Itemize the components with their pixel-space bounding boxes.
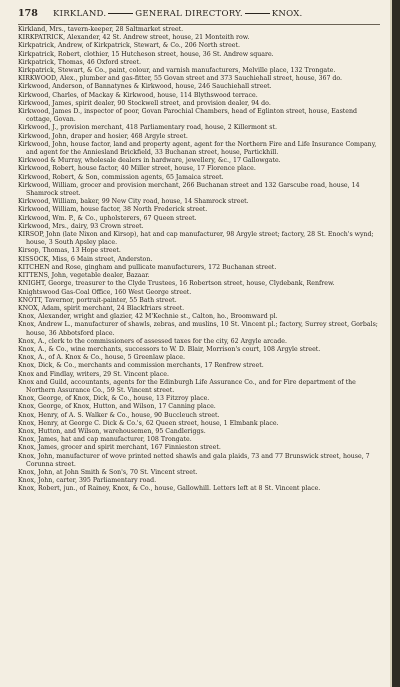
directory-entry: Knox, George, of Knox, Hutton, and Wilson, 17 Canning place.	[18, 403, 216, 411]
page-number: 178	[18, 8, 38, 19]
directory-entry: KIRSOP, John (late Nixon and Kirsop), hat and cap manufacturer, 98 Argyle street; factory, 28 St. Enoch's wynd; house, 3 South Apsley place.	[18, 231, 374, 247]
directory-entry: Kirkwood, Wm. P., & Co., upholsterers, 67 Queen street.	[18, 214, 197, 222]
directory-entry: Knox and Guild, accountants, agents for the Edinburgh Life Assurance Co., and for Fire department of the Northern Assurance Co., 59 St. Vincent street.	[18, 378, 356, 394]
directory-entry: KIRKPATRICK, Alexander, 42 St. Andrew street, house, 21 Monteith row.	[18, 34, 250, 42]
directory-entry: Kirkwood, James D., inspector of poor, Govan Parochial Chambers, head of Eglinton street, house, Eastend cottage, Govan.	[18, 108, 358, 124]
directory-entry: Kirkwood, James, spirit dealer, 90 Stockwell street, and provision dealer, 94 do.	[18, 99, 271, 107]
directory-entry: KIRKWOOD, Alex., plumber and gas-fitter, 55 Govan street and 373 Sauchiehall street, house, 367 do.	[18, 75, 343, 83]
directory-entry: Knox, A., clerk to the commissioners of assessed taxes for the city, 62 Argyle arcade.	[18, 337, 287, 345]
directory-entry: Kirkwood, Charles, of Mackay & Kirkwood, house, 114 Blythswood terrace.	[18, 91, 258, 99]
directory-entry: Kirkwood, William, baker, 99 New City road, house, 14 Shamrock street.	[18, 198, 249, 206]
directory-entry: KITTENS, John, vegetable dealer, Bazaar.	[18, 272, 150, 280]
directory-entry: Knox, George, of Knox, Dick, & Co., house, 13 Fitzroy place.	[18, 395, 210, 403]
directory-entry: Knox, Robert, jun., of Rainey, Knox, & Co., house, Gallowhill. Letters left at 8 St. Vincent place.	[18, 485, 321, 493]
directory-entry: Kirkland, Mrs., tavern-keeper, 28 Saltmarket street.	[18, 26, 184, 33]
directory-entry: Knox, A., & Co., wine merchants, successors to W. D. Blair, Morrison's court, 108 Argyle street.	[18, 345, 321, 353]
directory-entry: Kirkwood, John, house factor, land and property agent, agent for the Northern Fire and Life Insurance Company, and agent for the Anniesland Brickfield, 33 Buchanan street, house, Partickhill.	[18, 140, 377, 157]
running-title	[53, 9, 302, 19]
directory-entries	[18, 26, 380, 494]
directory-entry: Knox, James, hat and cap manufacturer, 108 Trongate.	[18, 436, 192, 444]
directory-entry: Kirkpatrick, Robert, clothier, 15 Hutcheson street, house, 36 St. Andrew square.	[18, 50, 274, 58]
directory-entry: Knox and Findlay, writers, 29 St. Vincent place.	[18, 370, 169, 378]
directory-entry: KNOTT, Tavernor, portrait-painter, 55 Bath street.	[18, 296, 177, 304]
directory-entry: Kirkpatrick, Stewart, & Co., paint, colour, and varnish manufacturers, Melville place, 132 Trongate.	[18, 67, 336, 75]
directory-entry: Kirkwood & Murray, wholesale dealers in hardware, jewellery, &c., 17 Gallowgate.	[18, 157, 281, 165]
directory-entry: Kirkwood, John, draper and hosier, 468 Argyle street.	[18, 132, 188, 140]
directory-entry: Kirsop, Thomas, 13 Hope street.	[18, 247, 121, 255]
directory-entry: KISSOCK, Miss, 6 Main street, Anderston.	[18, 255, 153, 263]
header-rule-left	[108, 13, 133, 14]
directory-entry: Knox, Dick, & Co., merchants and commission merchants, 17 Renfrew street.	[18, 362, 264, 370]
directory-entry: Kirkwood, William, grocer and provision merchant, 266 Buchanan street and 132 Garscube road, house, 14 Shamrock street.	[18, 181, 360, 198]
directory-entry: KNOX, Adam, spirit merchant, 24 Blackfriars street.	[18, 304, 185, 312]
directory-entry: Kirkwood, Mrs., dairy, 93 Crown street.	[18, 222, 144, 230]
page-edge	[392, 0, 400, 687]
directory-entry: Kirkwood, Robert, & Son, commission agents, 65 Jamaica street.	[18, 173, 224, 181]
directory-entry: Knox, John, at John Smith & Son's, 70 St. Vincent street.	[18, 468, 198, 476]
header-divider	[18, 24, 380, 25]
directory-entry: Knox, Hutton, and Wilson, warehousemen, 95 Candleriggs.	[18, 427, 206, 435]
directory-entry: Knox, A., of A. Knox & Co., house, 5 Greenlaw place.	[18, 354, 185, 362]
directory-entry: Knox, John, carter, 395 Parliamentary road.	[18, 477, 157, 485]
directory-entry: Knox, James, grocer and spirit merchant, 167 Finnieston street.	[18, 444, 221, 452]
header-center-word: GENERAL DIRECTORY.	[135, 9, 243, 19]
page-header	[18, 8, 378, 22]
directory-entry: Kirkpatrick, Thomas, 46 Oxford street.	[18, 58, 141, 66]
directory-entry: Knox, John, manufacturer of wove printed netted shawls and gala plaids, 73 and 77 Brunswick street, house, 7 Corunna street.	[18, 452, 370, 468]
directory-entry: Knox, Henry, at George C. Dick & Co.'s, 62 Queen street, house, 1 Elmbank place.	[18, 419, 279, 427]
directory-entry: Knightswood Gas-Coal Office, 160 West George street.	[18, 288, 192, 296]
directory-entry: Kirkwood, Robert, house factor, 40 Miller street, house, 17 Florence place.	[18, 165, 256, 173]
header-right-word: KNOX.	[271, 9, 303, 19]
header-left-word: KIRKLAND.	[53, 9, 107, 19]
directory-entry: KNIGHT, George, treasurer to the Clyde Trustees, 16 Robertson street, house, Clydebank, Renfrew.	[18, 280, 335, 288]
directory-entry: Knox, Alexander, wright and glazier, 42 M'Kechnie st., Calton, ho., Broomward pl.	[18, 313, 278, 321]
directory-entry: KITCHEN and Rose, gingham and pullicate manufacturers, 172 Buchanan street.	[18, 263, 277, 271]
directory-entry: Kirkwood, William, house factor, 38 North Frederick street.	[18, 206, 208, 214]
directory-entry: Kirkwood, J., provision merchant, 418 Parliamentary road, house, 2 Killermont st.	[18, 124, 277, 132]
directory-entry: Kirkwood, Anderson, of Bannatynes & Kirkwood, house, 246 Sauchiehall street.	[18, 83, 272, 91]
directory-entry: Kirkpatrick, Andrew, of Kirkpatrick, Stewart, & Co., 206 North street.	[18, 42, 240, 50]
header-rule-right	[245, 13, 270, 14]
directory-entry: Knox, Andrew L., manufacturer of shawls, zebras, and muslins, 10 St. Vincent pl.; factory, Surrey street, Gorbals; house, 36 Abbotsford place.	[18, 321, 378, 337]
directory-entry: Knox, Henry, of A. S. Walker & Co., house, 90 Buccleuch street.	[18, 411, 220, 419]
